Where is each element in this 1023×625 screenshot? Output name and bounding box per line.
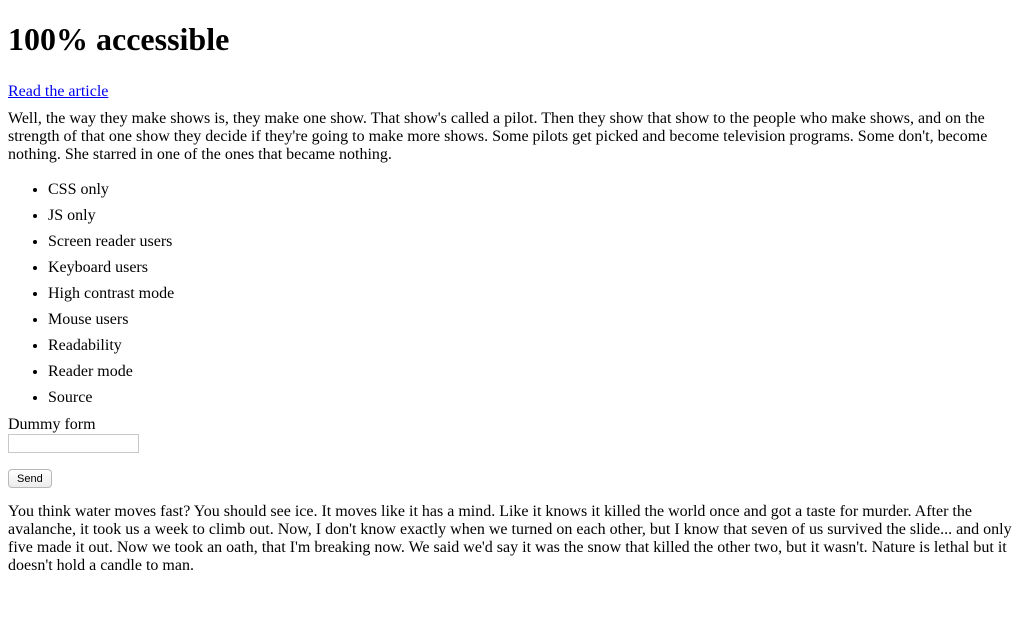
article-link-container (8, 83, 1015, 101)
list-item-css-only: • CSS only (48, 181, 1015, 207)
list-item-readability: • Readability (48, 337, 1015, 363)
dummy-form-label: Dummy form (8, 416, 96, 433)
list-item-js-only: • JS only (48, 207, 1015, 233)
outro-paragraph: You think water moves fast? You should see ice. It moves like it has a mind. Like it knows it killed the world once and got a taste for murder. After the avalanche, it took us a week to climb out. Now, I don't know exactly when we turned on each other, but I know that seven of us survived the slide... and only five made it out. Now we took an oath, that I'm breaking now. We said we'd say it was the snow that killed the other two, but it wasn't. Nature is lethal but it doesn't hold a candle to man. (8, 503, 1012, 574)
send-button[interactable]: Send (8, 469, 52, 488)
list-item-keyboard-users: • Keyboard users (48, 259, 1015, 285)
list-item-screen-reader-users: • Screen reader users (48, 233, 1015, 259)
intro-paragraph: Well, the way they make shows is, they make one show. That show's called a pilot. Then they show that show to the people who make shows, and on the strength of that one show they decide if they're going to make more shows. Some pilots get picked and become television programs. Some don't, become nothing. She starred in one of the ones that became nothing. (8, 110, 988, 163)
list-item-reader-mode: • Reader mode (48, 363, 1015, 389)
dummy-form-input[interactable] (8, 434, 139, 453)
list-item-mouse-users: • Mouse users (48, 311, 1015, 337)
list-item-source: • Source (48, 389, 1015, 415)
list-item-high-contrast-mode: • High contrast mode (48, 285, 1015, 311)
feature-list (8, 181, 1015, 415)
dummy-form (8, 416, 1015, 488)
page-title: 100% accessible (8, 21, 230, 57)
read-article-link[interactable]: Read the article (8, 83, 109, 100)
